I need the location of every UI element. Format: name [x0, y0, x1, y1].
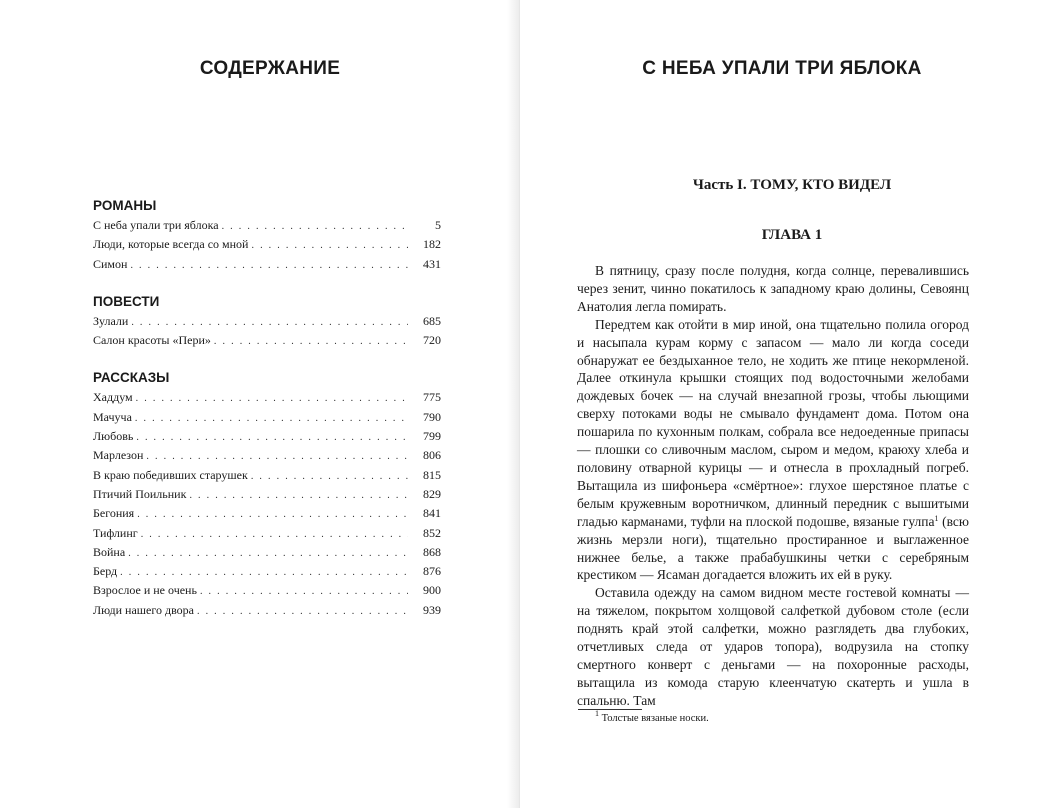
part-title: Часть I. ТОМУ, КТО ВИДЕЛ — [692, 177, 892, 193]
left-page — [0, 0, 520, 808]
toc-section — [93, 368, 441, 620]
toc-entry-title: Салон красоты «Пери» — [93, 333, 211, 348]
toc-dot-leader — [189, 486, 408, 505]
toc-entry-page-number: 775 — [423, 390, 441, 405]
toc-entry-page-number: 868 — [423, 544, 441, 559]
toc-entry — [93, 543, 441, 562]
table-of-contents — [93, 196, 441, 638]
toc-entry — [93, 427, 441, 446]
toc-entry-page-number: 799 — [423, 429, 441, 444]
paragraph-1: В пятницу, сразу после полудня, когда солнце, перевалившись через зенит, чинно покатилось к западному краю долины, Севоянц Анатолия легла помирать. — [577, 263, 969, 314]
toc-section-label: РАССКАЗЫ — [93, 370, 170, 386]
toc-entry-title: Зулали — [93, 313, 129, 328]
toc-entry-title: Тифлинг — [93, 525, 138, 540]
toc-entry — [93, 446, 441, 465]
toc-section-label: ПОВЕСТИ — [93, 293, 160, 309]
toc-dot-leader — [141, 525, 408, 544]
toc-entry-page-number: 5 — [435, 218, 441, 232]
toc-entry — [93, 216, 441, 235]
toc-entry-title: Люди, которые всегда со мной — [93, 237, 249, 252]
toc-dot-leader — [130, 256, 408, 275]
toc-entry — [93, 408, 441, 427]
toc-entry-page-number: 829 — [423, 486, 441, 501]
toc-entry-page-number: 806 — [423, 448, 441, 463]
toc-entry-list — [93, 216, 441, 274]
paragraph-2 — [577, 316, 969, 585]
toc-entry — [93, 562, 441, 581]
toc-dot-leader — [136, 428, 408, 447]
toc-entry-title: Симон — [93, 256, 128, 271]
toc-dot-leader — [214, 332, 408, 351]
toc-entry — [93, 601, 441, 620]
footnote-reference: 1 — [934, 513, 939, 523]
toc-dot-leader — [120, 563, 408, 582]
toc-entry-title: Взрослое и не очень — [93, 583, 197, 598]
toc-entry-page-number: 720 — [423, 333, 441, 348]
toc-entry — [93, 312, 441, 331]
toc-entry-title: Бегония — [93, 506, 135, 521]
toc-section — [93, 196, 441, 274]
paragraph-2-continuation: (всю жизнь мерзли ноги), тщательно простиранное и выглаженное нижнее белье, а также прабабушкины четки с серебряным крестиком — Ясаман догадается вложить их ей в руку. — [577, 513, 969, 583]
toc-entry-page-number: 685 — [423, 313, 441, 328]
chapter-body — [577, 262, 969, 710]
toc-entry-page-number: 852 — [423, 525, 441, 540]
paragraph-3: Оставила одежду на самом видном месте гостевой комнаты — на тяжелом, покрытом холщовой салфеткой дубовом столе (если поднять край этой салфетки, можно разглядеть два глубоких, отчетливых следа от ударов топора), водрузила на стопку смертного конверт с деньгами — на похоронные расходы, вытащила из комода старую клеенчатую скатерть и ушла в спальню. Там — [577, 585, 969, 708]
toc-dot-leader — [197, 602, 408, 621]
toc-entry-page-number: 841 — [423, 506, 441, 521]
toc-dot-leader — [251, 467, 408, 486]
paragraph-2-text: Передтем как отойти в мир иной, она тщательно полила огород и насыпала курам корму с запасом — мало ли когда соседи обнаружат ее бездыханное тело, не ходить же птице некормленой. Далее откинула крышки стоящих под водосточными желобами дождевых бочек — на случай внезапной грозы, чтобы льющими сверху потоками воды не смывало фундамент дома. Потом она пошарила по кухонным полкам, собрала все недоеденные припасы — плошки со сливочным маслом, сыром и медом, краюху хлеба и половину отварной курицы — и отнесла в прохладный погреб. Вытащила из шифоньера «смёртное»: глухое шерстяное платье с белым кружевным воротничком, длинный передник с вышитыми гладью карманами, туфли на плоской подошве, вязаные гулпа — [577, 316, 969, 529]
toc-entry-page-number: 939 — [423, 602, 441, 617]
toc-dot-leader — [128, 544, 408, 563]
book-title: С НЕБА УПАЛИ ТРИ ЯБЛОКА — [642, 58, 922, 79]
toc-entry — [93, 255, 441, 274]
toc-entry-title: Птичий Поильник — [93, 486, 187, 501]
toc-dot-leader — [146, 447, 408, 466]
footnote-text: Толстые вязаные носки. — [601, 713, 709, 724]
toc-section — [93, 292, 441, 351]
toc-entry-title: С неба упали три яблока — [93, 218, 219, 232]
toc-entry-page-number: 790 — [423, 409, 441, 424]
toc-dot-leader — [222, 217, 408, 236]
toc-entry-list — [93, 388, 441, 620]
footnote — [595, 709, 709, 724]
toc-entry — [93, 485, 441, 504]
toc-dot-leader — [251, 236, 408, 255]
footnote-divider — [578, 709, 642, 710]
toc-entry-title: В краю победивших старушек — [93, 467, 248, 482]
toc-entry-list — [93, 312, 441, 351]
toc-entry-page-number: 876 — [423, 564, 441, 579]
toc-entry-title: Марлезон — [93, 448, 144, 463]
toc-entry — [93, 524, 441, 543]
chapter-title: ГЛАВА 1 — [761, 227, 823, 243]
toc-entry-page-number: 182 — [423, 237, 441, 252]
toc-entry — [93, 388, 441, 407]
toc-entry-title: Берд — [93, 564, 118, 579]
toc-entry-title: Война — [93, 544, 126, 559]
toc-dot-leader — [200, 582, 408, 601]
toc-dot-leader — [137, 505, 408, 524]
toc-entry-title: Мачуча — [93, 409, 132, 424]
toc-entry-page-number: 815 — [423, 467, 441, 482]
toc-entry — [93, 504, 441, 523]
toc-entry-page-number: 900 — [423, 583, 441, 598]
toc-dot-leader — [131, 313, 408, 332]
toc-entry — [93, 466, 441, 485]
toc-section-label: РОМАНЫ — [93, 198, 157, 213]
toc-entry — [93, 331, 441, 350]
toc-entry-title: Хаддум — [93, 390, 133, 405]
toc-dot-leader — [136, 389, 408, 408]
toc-entry — [93, 235, 441, 254]
footnote-marker: 1 — [595, 709, 599, 718]
toc-dot-leader — [135, 409, 408, 428]
toc-entry-page-number: 431 — [423, 256, 441, 271]
toc-entry — [93, 581, 441, 600]
toc-title: СОДЕРЖАНИЕ — [199, 58, 341, 79]
toc-entry-title: Люди нашего двора — [93, 602, 194, 617]
toc-entry-title: Любовь — [93, 429, 134, 444]
